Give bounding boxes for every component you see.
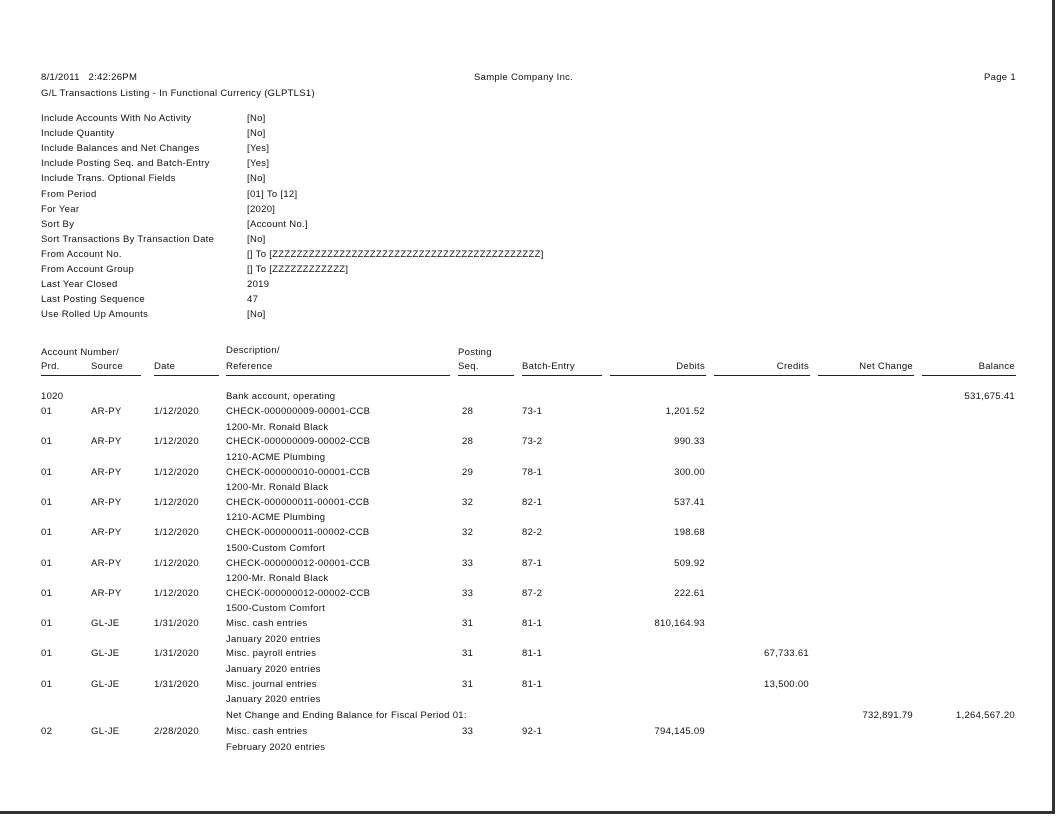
header-rule bbox=[610, 375, 706, 376]
cell-seq: 32 bbox=[462, 496, 474, 508]
account-number: 1020 bbox=[41, 391, 64, 402]
cell-reference: 1500-Custom Comfort bbox=[226, 603, 326, 615]
cell-date: 1/31/2020 bbox=[154, 678, 199, 690]
cell-batch: 81-1 bbox=[522, 678, 543, 690]
cell-prd: 01 bbox=[41, 618, 53, 630]
cell-seq: 28 bbox=[462, 436, 474, 448]
col-reference: Reference bbox=[226, 361, 273, 372]
cell-batch: 87-1 bbox=[522, 557, 543, 569]
param-value: [] To [ZZZZZZZZZZZZ] bbox=[247, 264, 349, 275]
cell-debit: 810,164.93 bbox=[654, 618, 705, 630]
cell-source: GL-JE bbox=[91, 618, 120, 630]
cell-prd: 01 bbox=[41, 436, 53, 448]
cell-date: 1/31/2020 bbox=[154, 648, 199, 660]
cell-seq: 28 bbox=[462, 406, 474, 417]
col-account-number: Account Number/ bbox=[41, 347, 119, 358]
report-title: G/L Transactions Listing - In Functional Currency (GLPTLS1) bbox=[41, 88, 315, 99]
param-label: From Account No. bbox=[41, 248, 122, 260]
param-label: Include Accounts With No Activity bbox=[41, 113, 192, 124]
cell-source: AR-PY bbox=[91, 406, 122, 417]
opening-balance: 531,675.41 bbox=[964, 391, 1015, 402]
header-rule bbox=[154, 375, 219, 376]
cell-source: GL-JE bbox=[91, 648, 120, 660]
header-rule bbox=[522, 375, 602, 376]
report-time-value: 2:42:26PM bbox=[88, 72, 138, 83]
header-rule bbox=[818, 375, 914, 376]
cell-reference: 1200-Mr. Ronald Black bbox=[226, 421, 329, 433]
cell-debit: 537.41 bbox=[674, 496, 705, 508]
param-label: Sort Transactions By Transaction Date bbox=[41, 233, 215, 245]
cell-reference: 1200-Mr. Ronald Black bbox=[226, 573, 329, 584]
cell-desc: CHECK-000000012-00002-CCB bbox=[226, 587, 371, 599]
cell-seq: 33 bbox=[462, 726, 474, 737]
param-label: For Year bbox=[41, 203, 80, 215]
cell-debit: 509.92 bbox=[674, 557, 705, 569]
cell-debit: 794,145.09 bbox=[654, 726, 705, 737]
cell-date: 1/12/2020 bbox=[154, 496, 199, 508]
cell-seq: 33 bbox=[462, 587, 474, 599]
cell-desc: Misc. journal entries bbox=[226, 678, 317, 690]
cell-source: GL-JE bbox=[91, 678, 120, 690]
cell-seq: 31 bbox=[462, 678, 474, 690]
cell-date: 2/28/2020 bbox=[154, 726, 199, 737]
report-date-value: 8/1/2011 bbox=[41, 72, 80, 83]
param-value: [01] To [12] bbox=[247, 188, 298, 200]
param-value: [Yes] bbox=[247, 143, 270, 155]
cell-date: 1/12/2020 bbox=[154, 406, 199, 417]
cell-batch: 73-1 bbox=[522, 406, 543, 417]
cell-batch: 92-1 bbox=[522, 726, 543, 737]
cell-source: AR-PY bbox=[91, 436, 122, 448]
cell-desc: CHECK-000000009-00001-CCB bbox=[226, 406, 371, 417]
cell-reference: February 2020 entries bbox=[226, 741, 326, 753]
col-balance: Balance bbox=[978, 361, 1015, 372]
cell-source: GL-JE bbox=[91, 726, 120, 737]
cell-source: AR-PY bbox=[91, 557, 122, 569]
cell-date: 1/31/2020 bbox=[154, 618, 199, 630]
cell-batch: 78-1 bbox=[522, 466, 543, 478]
cell-date: 1/12/2020 bbox=[154, 557, 199, 569]
cell-prd: 01 bbox=[41, 678, 53, 690]
cell-desc: CHECK-000000012-00001-CCB bbox=[226, 557, 371, 569]
cell-desc: CHECK-000000011-00002-CCB bbox=[226, 527, 370, 539]
cell-batch: 81-1 bbox=[522, 648, 543, 660]
cell-seq: 33 bbox=[462, 557, 474, 569]
cell-prd: 01 bbox=[41, 527, 53, 539]
header-rule bbox=[226, 375, 450, 376]
period-ending-balance: 1,264,567.20 bbox=[955, 710, 1015, 721]
cell-prd: 01 bbox=[41, 466, 53, 478]
cell-reference: 1200-Mr. Ronald Black bbox=[226, 482, 329, 494]
cell-source: AR-PY bbox=[91, 587, 122, 599]
period-net-change: 732,891.79 bbox=[862, 710, 913, 721]
cell-reference: January 2020 entries bbox=[226, 694, 321, 706]
cell-desc: Misc. cash entries bbox=[226, 618, 308, 630]
cell-source: AR-PY bbox=[91, 496, 122, 508]
cell-source: AR-PY bbox=[91, 527, 122, 539]
header-rule bbox=[41, 375, 141, 376]
col-date: Date bbox=[154, 361, 176, 372]
cell-reference: 1500-Custom Comfort bbox=[226, 542, 326, 554]
cell-date: 1/12/2020 bbox=[154, 436, 199, 448]
cell-batch: 82-2 bbox=[522, 527, 543, 539]
cell-seq: 31 bbox=[462, 618, 474, 630]
cell-prd: 01 bbox=[41, 557, 53, 569]
param-value: [Account No.] bbox=[247, 218, 308, 230]
param-label: Include Quantity bbox=[41, 128, 115, 140]
col-debits: Debits bbox=[676, 361, 705, 372]
cell-batch: 87-2 bbox=[522, 587, 543, 599]
param-label: Include Balances and Net Changes bbox=[41, 143, 200, 155]
col-credits: Credits bbox=[776, 361, 809, 372]
cell-desc: CHECK-000000010-00001-CCB bbox=[226, 466, 371, 478]
header-rule bbox=[922, 375, 1016, 376]
cell-seq: 29 bbox=[462, 466, 474, 478]
page-number: Page 1 bbox=[984, 72, 1016, 83]
cell-debit: 300.00 bbox=[674, 466, 705, 478]
param-value: 47 bbox=[247, 294, 259, 306]
cell-reference: 1210-ACME Plumbing bbox=[226, 512, 326, 524]
cell-debit: 990.33 bbox=[674, 436, 705, 448]
header-rule bbox=[458, 375, 514, 376]
cell-batch: 81-1 bbox=[522, 618, 543, 630]
col-batch-entry: Batch-Entry bbox=[522, 361, 575, 372]
cell-credit: 13,500.00 bbox=[764, 678, 809, 690]
cell-date: 1/12/2020 bbox=[154, 466, 199, 478]
cell-debit: 222.61 bbox=[674, 587, 705, 599]
col-prd: Prd. bbox=[41, 361, 60, 372]
cell-prd: 01 bbox=[41, 406, 53, 417]
cell-debit: 198.68 bbox=[674, 527, 705, 539]
cell-source: AR-PY bbox=[91, 466, 122, 478]
param-label: From Period bbox=[41, 188, 97, 200]
cell-prd: 01 bbox=[41, 587, 53, 599]
cell-reference: 1210-ACME Plumbing bbox=[226, 451, 326, 463]
col-seq: Seq. bbox=[458, 361, 479, 372]
cell-desc: CHECK-000000011-00001-CCB bbox=[226, 496, 370, 508]
period-summary-label: Net Change and Ending Balance for Fiscal Period 01: bbox=[226, 710, 467, 721]
cell-credit: 67,733.61 bbox=[764, 648, 809, 660]
cell-reference: January 2020 entries bbox=[226, 663, 321, 675]
cell-batch: 82-1 bbox=[522, 496, 543, 508]
report-date bbox=[41, 72, 137, 83]
cell-prd: 02 bbox=[41, 726, 53, 737]
param-label: From Account Group bbox=[41, 264, 135, 275]
cell-debit: 1,201.52 bbox=[665, 406, 705, 417]
param-label: Include Posting Seq. and Batch-Entry bbox=[41, 158, 210, 170]
cell-prd: 01 bbox=[41, 648, 53, 660]
param-value: 2019 bbox=[247, 279, 270, 291]
param-label: Include Trans. Optional Fields bbox=[41, 173, 176, 185]
col-description: Description/ bbox=[226, 345, 280, 356]
param-value: [] To [ZZZZZZZZZZZZZZZZZZZZZZZZZZZZZZZZZZZZZZZZZZZZ] bbox=[247, 248, 544, 260]
cell-date: 1/12/2020 bbox=[154, 527, 199, 539]
company-name: Sample Company Inc. bbox=[474, 72, 574, 83]
cell-desc: Misc. cash entries bbox=[226, 726, 308, 737]
header-rule bbox=[714, 375, 810, 376]
param-label: Last Posting Sequence bbox=[41, 294, 146, 306]
param-value: [2020] bbox=[247, 203, 276, 215]
param-label: Last Year Closed bbox=[41, 279, 118, 291]
cell-desc: CHECK-000000009-00002-CCB bbox=[226, 436, 371, 448]
col-source: Source bbox=[91, 361, 123, 372]
param-value: [No] bbox=[247, 309, 266, 321]
col-posting: Posting bbox=[458, 347, 492, 358]
cell-reference: January 2020 entries bbox=[226, 633, 321, 645]
param-value: [Yes] bbox=[247, 158, 270, 170]
param-label: Sort By bbox=[41, 218, 75, 230]
param-value: [No] bbox=[247, 113, 266, 124]
param-label: Use Rolled Up Amounts bbox=[41, 309, 149, 321]
cell-seq: 31 bbox=[462, 648, 474, 660]
cell-prd: 01 bbox=[41, 496, 53, 508]
param-value: [No] bbox=[247, 173, 266, 185]
cell-batch: 73-2 bbox=[522, 436, 543, 448]
col-net-change: Net Change bbox=[859, 361, 913, 372]
cell-date: 1/12/2020 bbox=[154, 587, 199, 599]
param-value: [No] bbox=[247, 233, 266, 245]
cell-seq: 32 bbox=[462, 527, 474, 539]
param-value: [No] bbox=[247, 128, 266, 140]
account-description: Bank account, operating bbox=[226, 391, 336, 402]
cell-desc: Misc. payroll entries bbox=[226, 648, 317, 660]
